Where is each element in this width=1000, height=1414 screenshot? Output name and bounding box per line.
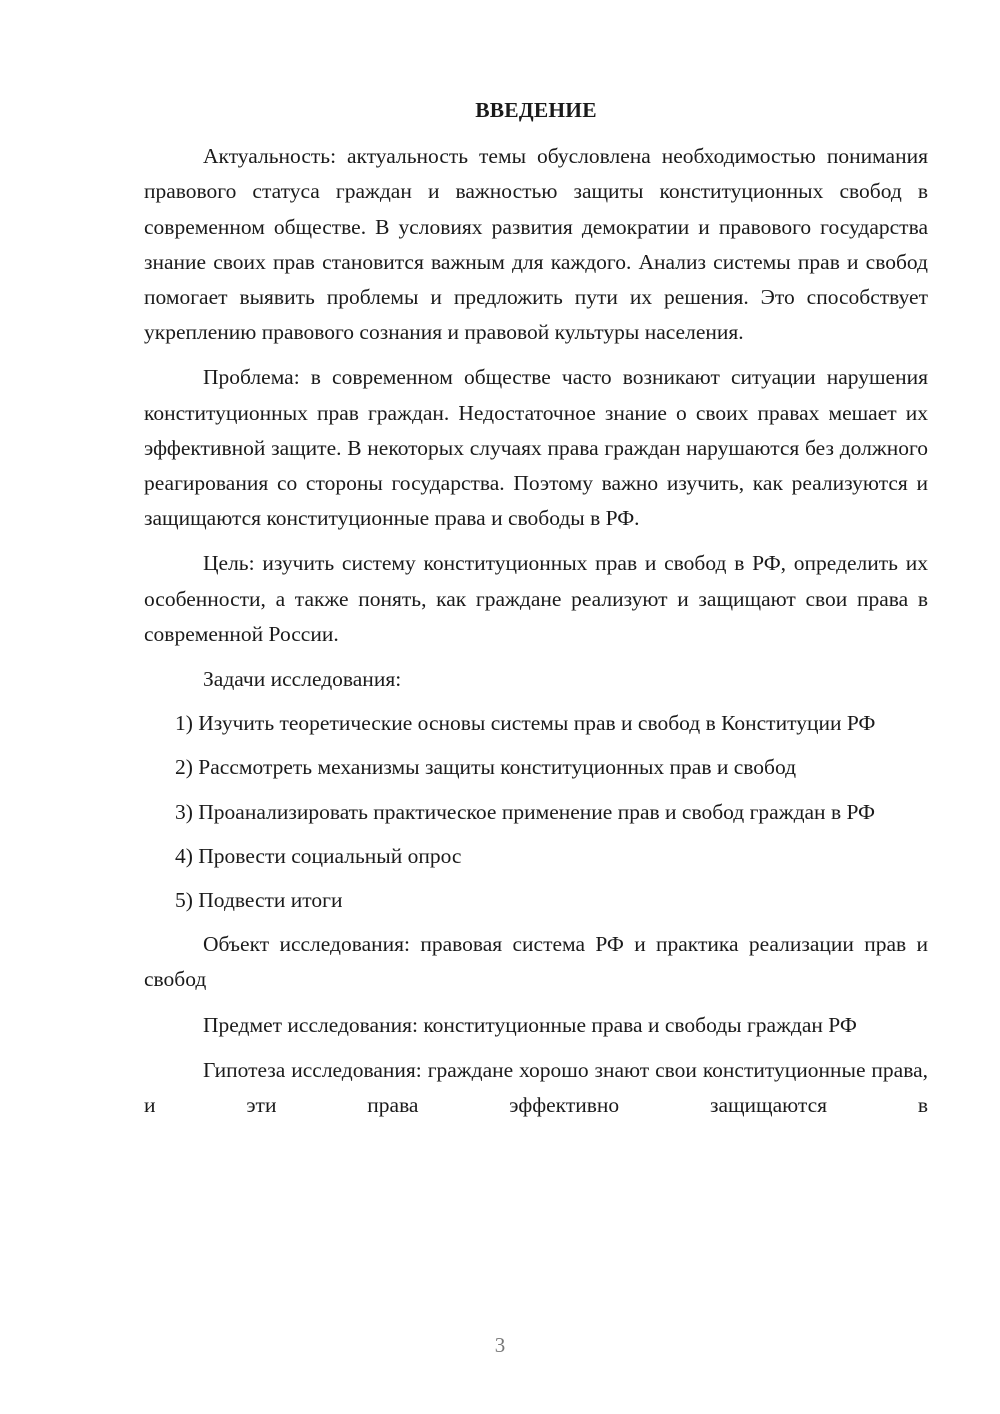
- paragraph-object: Объект исследования: правовая система РФ и практика реализации прав и свобод: [144, 932, 928, 992]
- paragraph-relevance: Актуальность: актуальность темы обусловлена необходимостью понимания правового статуса граждан и важностью защиты конституционных свобод в современном обществе. В условиях развития демократии и правового государства знание своих прав становится важным для каждого. Анализ системы прав и свобод помогает выявить проблемы и предложить пути их решения. Это способствует укреплению правового сознания и правовой культуры населения.: [144, 144, 928, 345]
- task-item-2: 2) Рассмотреть механизмы защиты конституционных прав и свобод: [175, 755, 797, 780]
- paragraph-subject: Предмет исследования: конституционные права и свободы граждан РФ: [203, 1012, 857, 1037]
- page-number: 3: [494, 1333, 506, 1357]
- task-item-1: 1) Изучить теоретические основы системы прав и свобод в Конституции РФ: [175, 711, 876, 736]
- paragraph-hypothesis: Гипотеза исследования: граждане хорошо знают свои конституционные права, и эти права эффективно защищаются в: [144, 1057, 928, 1118]
- task-item-4: 4) Провести социальный опрос: [175, 843, 462, 868]
- page-content: [144, 93, 928, 1123]
- paragraph-problem: Проблема: в современном обществе часто возникают ситуации нарушения конституционных прав граждан. Недостаточное знание о своих правах мешает их эффективной защите. В некоторых случаях права граждан нарушаются без должного реагирования со стороны государства. Поэтому важно изучить, как реализуются и защищаются конституционные права и свободы в РФ.: [144, 365, 928, 531]
- section-title: ВВЕДЕНИЕ: [475, 98, 597, 122]
- tasks-heading: Задачи исследования:: [203, 667, 402, 692]
- task-item-5: 5) Подвести итоги: [175, 888, 343, 913]
- paragraph-goal: Цель: изучить систему конституционных прав и свобод в РФ, определить их особенности, а также понять, как граждане реализуют и защищают свои права в современной России.: [144, 551, 928, 646]
- task-item-3: 3) Проанализировать практическое применение прав и свобод граждан в РФ: [175, 799, 876, 824]
